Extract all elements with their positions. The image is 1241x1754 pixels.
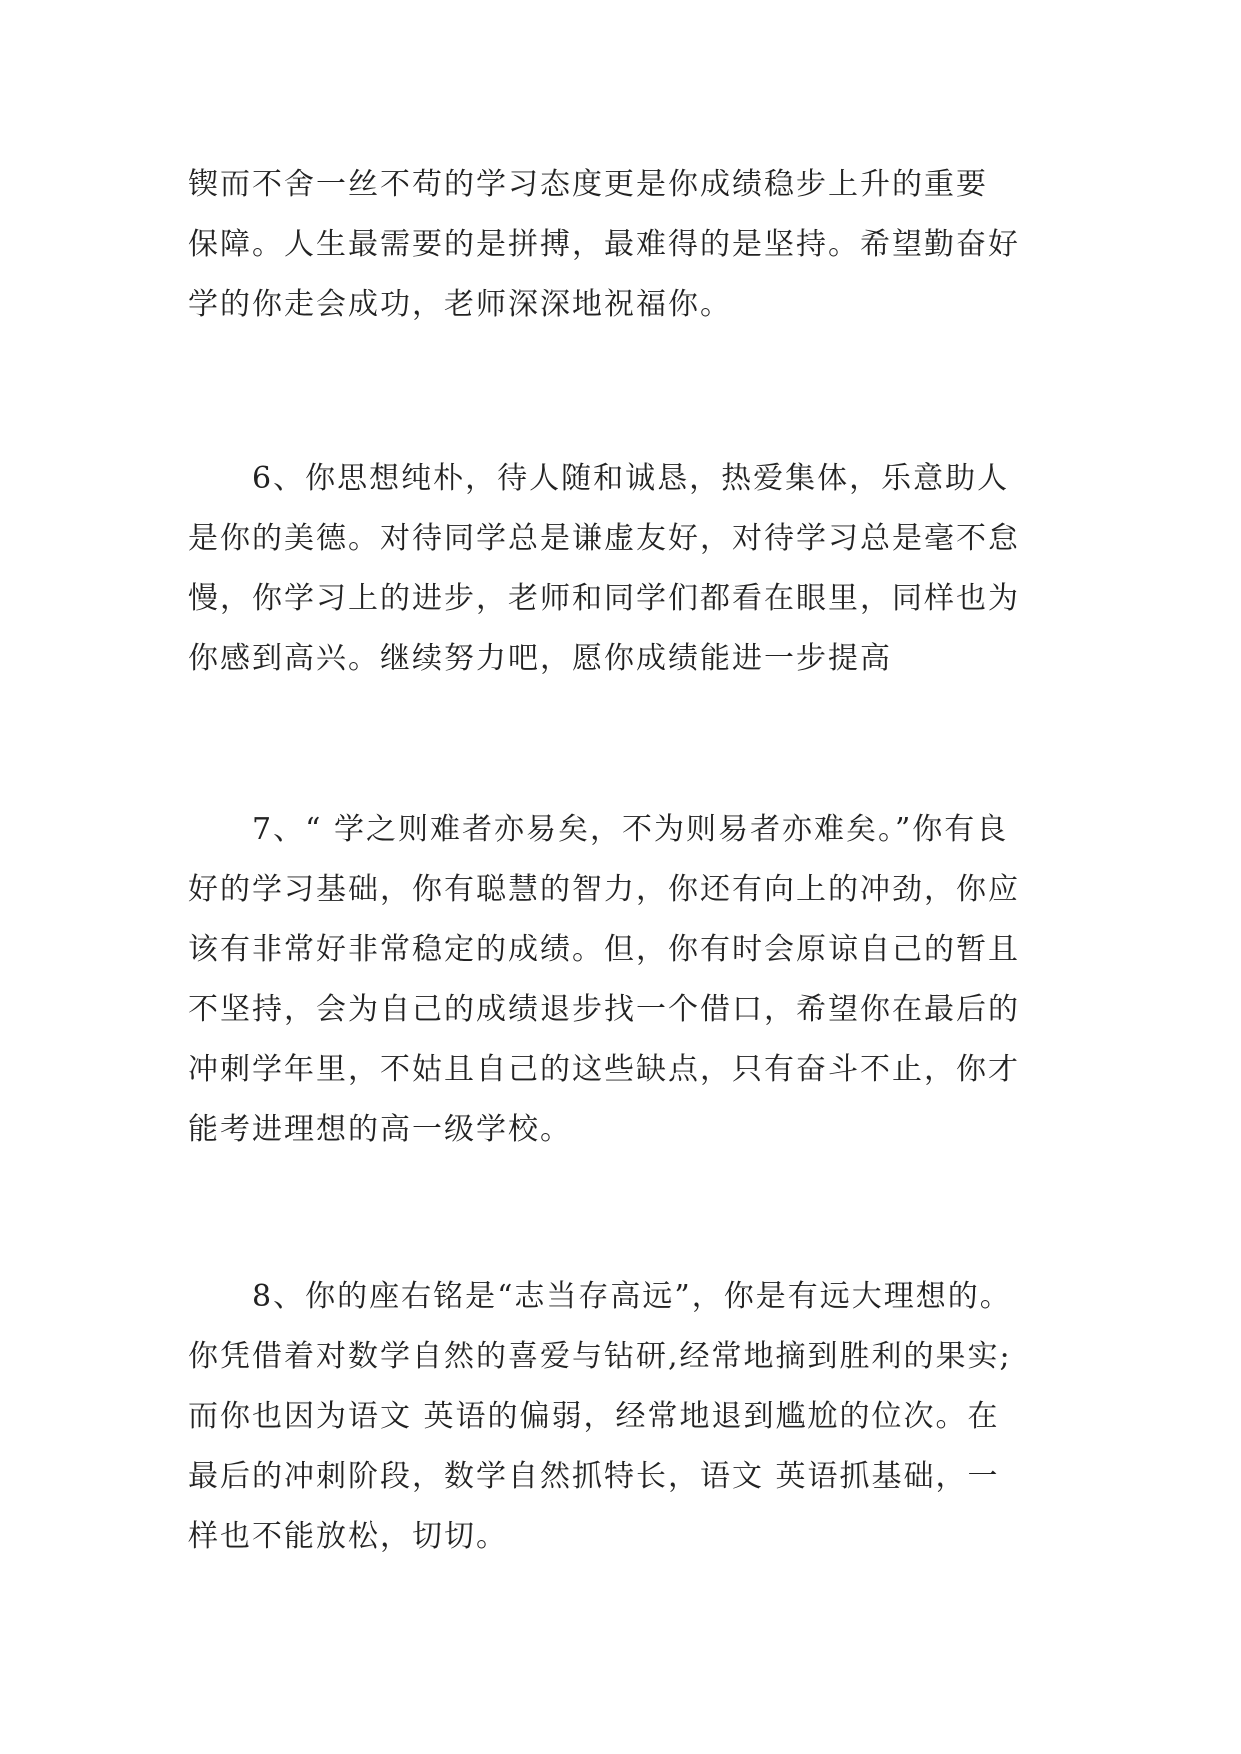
paragraph-line: 锲而不舍一丝不苟的学习态度更是你成绩稳步上升的重要: [188, 167, 988, 202]
paragraph-line: 样也不能放松，切切。: [188, 1519, 508, 1554]
paragraph-line: 6、你思想纯朴，待人随和诚恳，热爱集体，乐意助人: [252, 461, 1010, 496]
paragraph-line: 该有非常好非常稳定的成绩。但，你有时会原谅自己的暂且: [188, 932, 1020, 967]
paragraph-line: 冲刺学年里，不姑且自己的这些缺点，只有奋斗不止，你才: [188, 1052, 1020, 1087]
paragraph-line: 最后的冲刺阶段，数学自然抓特长，语文 英语抓基础，一: [188, 1459, 1000, 1494]
paragraph-line: 能考进理想的高一级学校。: [188, 1112, 572, 1147]
paragraph-line: 不坚持，会为自己的成绩退步找一个借口，希望你在最后的: [188, 992, 1020, 1027]
paragraph-line: 保障。人生最需要的是拼搏，最难得的是坚持。希望勤奋好: [188, 227, 1020, 262]
paragraph-comment-6: [188, 449, 1068, 689]
paragraph-line: 是你的美德。对待同学总是谦虚友好，对待学习总是毫不怠: [188, 521, 1020, 556]
paragraph-line: 而你也因为语文 英语的偏弱，经常地退到尴尬的位次。在: [188, 1399, 1000, 1434]
paragraph-line: 学的你走会成功，老师深深地祝福你。: [188, 287, 732, 322]
paragraph-line: 好的学习基础，你有聪慧的智力，你还有向上的冲劲，你应: [188, 872, 1020, 907]
paragraph-comment-8: [188, 1267, 1068, 1567]
paragraph-line: 8、你的座右铭是“志当存高远”，你是有远大理想的。: [252, 1279, 1012, 1314]
paragraph-line: 7、“ 学之则难者亦易矣，不为则易者亦难矣。”你有良: [252, 812, 1009, 847]
paragraph-line: 慢，你学习上的进步，老师和同学们都看在眼里，同样也为: [188, 581, 1020, 616]
paragraph-line: 你凭借着对数学自然的喜爱与钻研,经常地摘到胜利的果实;: [188, 1339, 1012, 1374]
paragraph-comment-7: [188, 800, 1068, 1160]
paragraph-continuation: [188, 155, 1068, 335]
paragraph-line: 你感到高兴。继续努力吧，愿你成绩能进一步提高: [188, 641, 892, 676]
